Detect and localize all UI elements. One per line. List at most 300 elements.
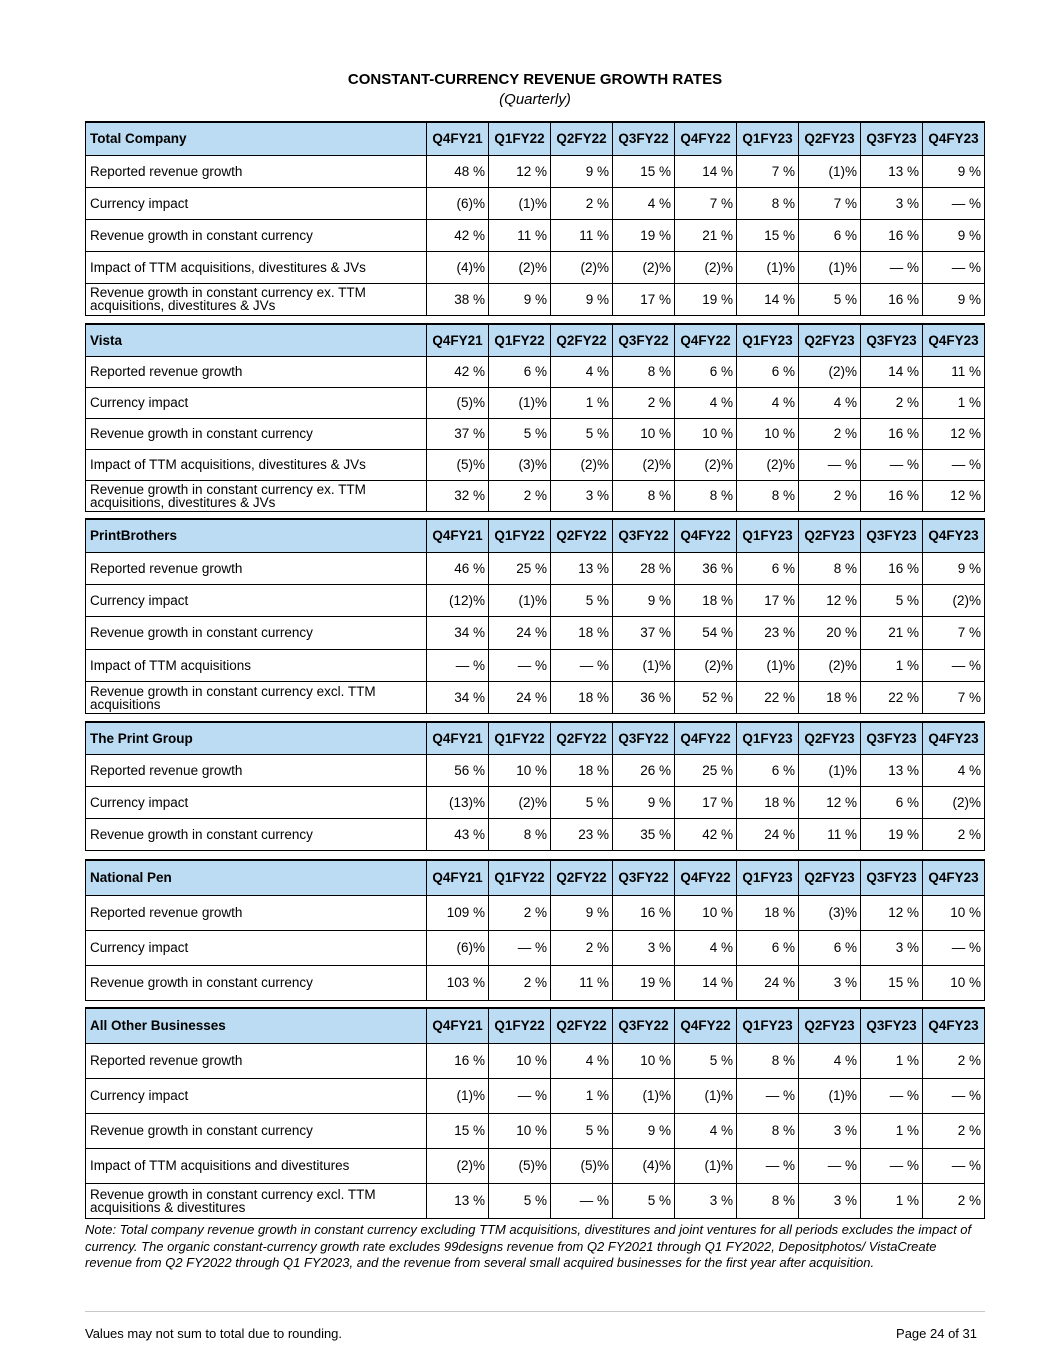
period-header: Q2FY22 <box>551 324 613 356</box>
value-cell: 11 % <box>489 219 551 251</box>
value-cell: 52 % <box>675 682 737 714</box>
period-header: Q1FY23 <box>737 722 799 754</box>
page-subtitle: (Quarterly) <box>499 91 571 108</box>
row-label: Impact of TTM acquisitions, divestitures & JVs <box>86 251 427 283</box>
value-cell: 12 % <box>489 155 551 187</box>
value-cell: — % <box>923 1148 985 1183</box>
section-table <box>85 518 985 714</box>
period-header: Q1FY22 <box>489 324 551 356</box>
value-cell: 54 % <box>675 617 737 649</box>
table-row <box>86 617 985 649</box>
value-cell: 18 % <box>551 754 613 786</box>
value-cell: 35 % <box>613 819 675 851</box>
value-cell: 12 % <box>799 786 861 818</box>
row-label: Reported revenue growth <box>86 356 427 387</box>
value-cell: 11 % <box>923 356 985 387</box>
value-cell: 14 % <box>737 283 799 315</box>
value-cell: — % <box>923 930 985 965</box>
value-cell: (6)% <box>427 930 489 965</box>
row-label: Currency impact <box>86 786 427 818</box>
value-cell: 42 % <box>427 219 489 251</box>
period-header: Q3FY23 <box>861 1008 923 1043</box>
table-row <box>86 552 985 584</box>
value-cell: 10 % <box>613 1043 675 1078</box>
section-table <box>85 323 985 512</box>
row-label: Revenue growth in constant currency <box>86 965 427 1000</box>
value-cell: 3 % <box>861 930 923 965</box>
value-cell: 56 % <box>427 754 489 786</box>
row-label: Revenue growth in constant currency excl. TTM acquisitions <box>86 682 427 714</box>
table-row <box>86 356 985 387</box>
value-cell: 3 % <box>799 1113 861 1148</box>
page-number: Page 24 of 31 <box>896 1326 977 1341</box>
value-cell: — % <box>923 187 985 219</box>
value-cell: 2 % <box>923 1113 985 1148</box>
value-cell: (1)% <box>489 187 551 219</box>
table-row <box>86 1078 985 1113</box>
value-cell: 15 % <box>737 219 799 251</box>
value-cell: (1)% <box>799 1078 861 1113</box>
period-header: Q2FY22 <box>551 1008 613 1043</box>
value-cell: 9 % <box>613 786 675 818</box>
value-cell: 9 % <box>923 219 985 251</box>
value-cell: 7 % <box>923 617 985 649</box>
value-cell: — % <box>923 1078 985 1113</box>
row-label: Currency impact <box>86 1078 427 1113</box>
section-header-row <box>86 1008 985 1043</box>
value-cell: 18 % <box>675 584 737 616</box>
value-cell: 2 % <box>923 819 985 851</box>
value-cell: 9 % <box>923 155 985 187</box>
row-label: Revenue growth in constant currency <box>86 617 427 649</box>
row-label: Impact of TTM acquisitions and divestitures <box>86 1148 427 1183</box>
value-cell: 42 % <box>675 819 737 851</box>
value-cell: 4 % <box>551 1043 613 1078</box>
value-cell: 6 % <box>799 930 861 965</box>
table-row <box>86 187 985 219</box>
value-cell: (5)% <box>427 387 489 418</box>
value-cell: (2)% <box>489 251 551 283</box>
value-cell: 3 % <box>861 187 923 219</box>
period-header: Q1FY22 <box>489 722 551 754</box>
row-label: Currency impact <box>86 187 427 219</box>
value-cell: 17 % <box>613 283 675 315</box>
value-cell: 10 % <box>923 895 985 930</box>
value-cell: 12 % <box>923 418 985 449</box>
value-cell: (5)% <box>551 1148 613 1183</box>
value-cell: (1)% <box>675 1078 737 1113</box>
value-cell: (2)% <box>551 251 613 283</box>
section-name: All Other Businesses <box>86 1008 427 1043</box>
value-cell: 8 % <box>737 1043 799 1078</box>
row-label: Revenue growth in constant currency <box>86 1113 427 1148</box>
section-header-row <box>86 324 985 356</box>
period-header: Q2FY23 <box>799 860 861 895</box>
table-row <box>86 930 985 965</box>
value-cell: (2)% <box>923 786 985 818</box>
table-row <box>86 1043 985 1078</box>
value-cell: 1 % <box>861 1113 923 1148</box>
period-header: Q3FY23 <box>861 519 923 552</box>
value-cell: 18 % <box>737 895 799 930</box>
value-cell: (2)% <box>489 786 551 818</box>
value-cell: 6 % <box>489 356 551 387</box>
value-cell: 14 % <box>861 356 923 387</box>
value-cell: (12)% <box>427 584 489 616</box>
section-table <box>85 121 985 316</box>
value-cell: — % <box>489 930 551 965</box>
value-cell: 5 % <box>551 584 613 616</box>
value-cell: 16 % <box>861 219 923 251</box>
value-cell: (2)% <box>799 649 861 681</box>
period-header: Q4FY23 <box>923 860 985 895</box>
value-cell: 15 % <box>427 1113 489 1148</box>
row-label: Revenue growth in constant currency ex. TTM acquisitions, divestitures & JVs <box>86 283 427 315</box>
value-cell: (2)% <box>551 449 613 480</box>
table-row <box>86 387 985 418</box>
value-cell: 24 % <box>737 819 799 851</box>
value-cell: 4 % <box>613 187 675 219</box>
period-header: Q4FY22 <box>675 324 737 356</box>
value-cell: 2 % <box>923 1183 985 1218</box>
value-cell: — % <box>737 1148 799 1183</box>
value-cell: (1)% <box>489 387 551 418</box>
value-cell: 18 % <box>799 682 861 714</box>
value-cell: — % <box>923 449 985 480</box>
period-header: Q2FY22 <box>551 860 613 895</box>
value-cell: 16 % <box>613 895 675 930</box>
value-cell: 10 % <box>675 895 737 930</box>
section-name: The Print Group <box>86 722 427 754</box>
value-cell: 36 % <box>675 552 737 584</box>
period-header: Q4FY21 <box>427 860 489 895</box>
period-header: Q4FY23 <box>923 324 985 356</box>
value-cell: (1)% <box>799 251 861 283</box>
section-table <box>85 721 985 851</box>
row-label: Revenue growth in constant currency excl. TTM acquisitions & divestitures <box>86 1183 427 1218</box>
period-header: Q4FY21 <box>427 722 489 754</box>
value-cell: — % <box>861 1148 923 1183</box>
value-cell: 7 % <box>675 187 737 219</box>
value-cell: 11 % <box>551 965 613 1000</box>
section-table <box>85 859 985 1001</box>
value-cell: 15 % <box>861 965 923 1000</box>
value-cell: — % <box>551 649 613 681</box>
period-header: Q2FY22 <box>551 722 613 754</box>
period-header: Q3FY22 <box>613 519 675 552</box>
value-cell: 13 % <box>861 155 923 187</box>
value-cell: 13 % <box>427 1183 489 1218</box>
table-row <box>86 649 985 681</box>
value-cell: — % <box>923 649 985 681</box>
value-cell: 23 % <box>551 819 613 851</box>
period-header: Q2FY23 <box>799 122 861 155</box>
value-cell: 25 % <box>489 552 551 584</box>
row-label: Reported revenue growth <box>86 895 427 930</box>
value-cell: 9 % <box>551 283 613 315</box>
value-cell: 2 % <box>861 387 923 418</box>
value-cell: 4 % <box>675 387 737 418</box>
period-header: Q4FY23 <box>923 722 985 754</box>
table-row <box>86 1113 985 1148</box>
table-row <box>86 1183 985 1218</box>
value-cell: 6 % <box>737 930 799 965</box>
table-row <box>86 155 985 187</box>
period-header: Q2FY23 <box>799 1008 861 1043</box>
period-header: Q3FY22 <box>613 122 675 155</box>
table-row <box>86 1148 985 1183</box>
period-header: Q3FY22 <box>613 324 675 356</box>
value-cell: 8 % <box>737 1113 799 1148</box>
value-cell: (1)% <box>799 155 861 187</box>
value-cell: 109 % <box>427 895 489 930</box>
value-cell: 8 % <box>737 187 799 219</box>
value-cell: 1 % <box>551 387 613 418</box>
value-cell: 34 % <box>427 617 489 649</box>
value-cell: 7 % <box>799 187 861 219</box>
table-row <box>86 819 985 851</box>
period-header: Q2FY23 <box>799 722 861 754</box>
value-cell: 5 % <box>551 1113 613 1148</box>
value-cell: 1 % <box>861 1043 923 1078</box>
value-cell: 1 % <box>923 387 985 418</box>
row-label: Revenue growth in constant currency <box>86 819 427 851</box>
value-cell: (1)% <box>675 1148 737 1183</box>
value-cell: 3 % <box>613 930 675 965</box>
period-header: Q4FY21 <box>427 122 489 155</box>
value-cell: — % <box>799 449 861 480</box>
value-cell: 12 % <box>799 584 861 616</box>
value-cell: 5 % <box>799 283 861 315</box>
section-header-row <box>86 860 985 895</box>
value-cell: 8 % <box>613 356 675 387</box>
value-cell: (5)% <box>489 1148 551 1183</box>
value-cell: 9 % <box>613 1113 675 1148</box>
value-cell: 8 % <box>799 552 861 584</box>
value-cell: 10 % <box>489 1113 551 1148</box>
period-header: Q3FY23 <box>861 860 923 895</box>
value-cell: 20 % <box>799 617 861 649</box>
table-row <box>86 895 985 930</box>
value-cell: 10 % <box>737 418 799 449</box>
value-cell: 5 % <box>861 584 923 616</box>
value-cell: 10 % <box>675 418 737 449</box>
value-cell: — % <box>737 1078 799 1113</box>
period-header: Q1FY22 <box>489 122 551 155</box>
value-cell: 24 % <box>737 965 799 1000</box>
value-cell: 9 % <box>489 283 551 315</box>
value-cell: 37 % <box>427 418 489 449</box>
value-cell: 6 % <box>737 552 799 584</box>
section-table <box>85 1007 985 1219</box>
value-cell: 10 % <box>613 418 675 449</box>
row-label: Reported revenue growth <box>86 155 427 187</box>
value-cell: 3 % <box>799 1183 861 1218</box>
value-cell: 19 % <box>675 283 737 315</box>
period-header: Q4FY23 <box>923 519 985 552</box>
period-header: Q3FY23 <box>861 722 923 754</box>
value-cell: 2 % <box>613 387 675 418</box>
value-cell: 16 % <box>861 418 923 449</box>
value-cell: 4 % <box>923 754 985 786</box>
value-cell: 1 % <box>861 649 923 681</box>
value-cell: (2)% <box>737 449 799 480</box>
row-label: Currency impact <box>86 930 427 965</box>
section-name: Vista <box>86 324 427 356</box>
value-cell: — % <box>799 1148 861 1183</box>
period-header: Q1FY23 <box>737 122 799 155</box>
value-cell: — % <box>427 649 489 681</box>
value-cell: 6 % <box>737 356 799 387</box>
period-header: Q4FY21 <box>427 1008 489 1043</box>
value-cell: 2 % <box>799 418 861 449</box>
value-cell: 23 % <box>737 617 799 649</box>
value-cell: 42 % <box>427 356 489 387</box>
value-cell: (13)% <box>427 786 489 818</box>
value-cell: 2 % <box>551 187 613 219</box>
value-cell: 19 % <box>613 965 675 1000</box>
value-cell: 3 % <box>675 1183 737 1218</box>
value-cell: 14 % <box>675 965 737 1000</box>
value-cell: 19 % <box>613 219 675 251</box>
row-label: Reported revenue growth <box>86 754 427 786</box>
value-cell: 9 % <box>551 895 613 930</box>
value-cell: 21 % <box>861 617 923 649</box>
rounding-disclaimer: Values may not sum to total due to rounding. <box>85 1326 343 1341</box>
row-label: Reported revenue growth <box>86 552 427 584</box>
period-header: Q4FY23 <box>923 1008 985 1043</box>
value-cell: 1 % <box>861 1183 923 1218</box>
period-header: Q3FY22 <box>613 722 675 754</box>
value-cell: 13 % <box>861 754 923 786</box>
value-cell: 16 % <box>427 1043 489 1078</box>
footnote: Note: Total company revenue growth in constant currency excluding TTM acquisitions, divestitures and joint ventures for all periods excludes the impact of currency. The organic constant-currency growth rate excludes 99designs revenue from Q2 FY2021 through Q1 FY2022, Depositphotos/ VistaCreate revenue from Q2 FY2022 through Q1 FY2023, and the revenue from several small acquired businesses for the first year after acquisition. <box>85 1222 972 1270</box>
value-cell: 10 % <box>489 754 551 786</box>
value-cell: 8 % <box>613 480 675 511</box>
table-row <box>86 965 985 1000</box>
value-cell: 6 % <box>799 219 861 251</box>
value-cell: 10 % <box>923 965 985 1000</box>
value-cell: 4 % <box>551 356 613 387</box>
section-header-row <box>86 122 985 155</box>
value-cell: 11 % <box>799 819 861 851</box>
value-cell: 17 % <box>675 786 737 818</box>
value-cell: (4)% <box>613 1148 675 1183</box>
value-cell: 32 % <box>427 480 489 511</box>
value-cell: (1)% <box>799 754 861 786</box>
table-row <box>86 418 985 449</box>
value-cell: 5 % <box>551 786 613 818</box>
table-row <box>86 682 985 714</box>
value-cell: 12 % <box>861 895 923 930</box>
value-cell: — % <box>923 251 985 283</box>
value-cell: 43 % <box>427 819 489 851</box>
table-row <box>86 786 985 818</box>
section-header-row <box>86 722 985 754</box>
value-cell: 34 % <box>427 682 489 714</box>
value-cell: 22 % <box>737 682 799 714</box>
value-cell: 10 % <box>489 1043 551 1078</box>
value-cell: 4 % <box>675 930 737 965</box>
value-cell: 7 % <box>737 155 799 187</box>
value-cell: (2)% <box>675 649 737 681</box>
value-cell: 21 % <box>675 219 737 251</box>
table-row <box>86 584 985 616</box>
section-name: PrintBrothers <box>86 519 427 552</box>
row-label: Revenue growth in constant currency <box>86 418 427 449</box>
table-row <box>86 754 985 786</box>
value-cell: 3 % <box>551 480 613 511</box>
value-cell: 11 % <box>551 219 613 251</box>
value-cell: (1)% <box>489 584 551 616</box>
value-cell: (2)% <box>613 251 675 283</box>
period-header: Q3FY22 <box>613 1008 675 1043</box>
period-header: Q3FY23 <box>861 122 923 155</box>
value-cell: (1)% <box>427 1078 489 1113</box>
value-cell: 9 % <box>613 584 675 616</box>
value-cell: 2 % <box>489 480 551 511</box>
period-header: Q4FY22 <box>675 722 737 754</box>
value-cell: — % <box>861 1078 923 1113</box>
value-cell: 9 % <box>923 283 985 315</box>
period-header: Q4FY22 <box>675 519 737 552</box>
value-cell: 48 % <box>427 155 489 187</box>
period-header: Q1FY22 <box>489 519 551 552</box>
period-header: Q4FY22 <box>675 860 737 895</box>
value-cell: (2)% <box>675 449 737 480</box>
value-cell: 18 % <box>551 617 613 649</box>
value-cell: 8 % <box>489 819 551 851</box>
value-cell: (1)% <box>737 649 799 681</box>
value-cell: 5 % <box>613 1183 675 1218</box>
value-cell: 13 % <box>551 552 613 584</box>
value-cell: 6 % <box>737 754 799 786</box>
value-cell: — % <box>861 251 923 283</box>
row-label: Reported revenue growth <box>86 1043 427 1078</box>
value-cell: 16 % <box>861 283 923 315</box>
value-cell: 1 % <box>551 1078 613 1113</box>
value-cell: (6)% <box>427 187 489 219</box>
value-cell: 19 % <box>861 819 923 851</box>
value-cell: (3)% <box>489 449 551 480</box>
value-cell: 36 % <box>613 682 675 714</box>
period-header: Q2FY23 <box>799 324 861 356</box>
value-cell: (4)% <box>427 251 489 283</box>
value-cell: (2)% <box>613 449 675 480</box>
value-cell: 5 % <box>489 418 551 449</box>
period-header: Q4FY23 <box>923 122 985 155</box>
value-cell: 24 % <box>489 617 551 649</box>
row-label: Currency impact <box>86 584 427 616</box>
period-header: Q1FY23 <box>737 519 799 552</box>
period-header: Q1FY23 <box>737 1008 799 1043</box>
value-cell: 18 % <box>737 786 799 818</box>
value-cell: 16 % <box>861 552 923 584</box>
row-label: Impact of TTM acquisitions <box>86 649 427 681</box>
period-header: Q1FY23 <box>737 860 799 895</box>
value-cell: 46 % <box>427 552 489 584</box>
value-cell: 8 % <box>675 480 737 511</box>
period-header: Q1FY23 <box>737 324 799 356</box>
section-name: Total Company <box>86 122 427 155</box>
period-header: Q1FY22 <box>489 860 551 895</box>
period-header: Q3FY22 <box>613 860 675 895</box>
value-cell: (1)% <box>737 251 799 283</box>
value-cell: 4 % <box>799 1043 861 1078</box>
value-cell: 7 % <box>923 682 985 714</box>
value-cell: 9 % <box>923 552 985 584</box>
period-header: Q4FY21 <box>427 324 489 356</box>
